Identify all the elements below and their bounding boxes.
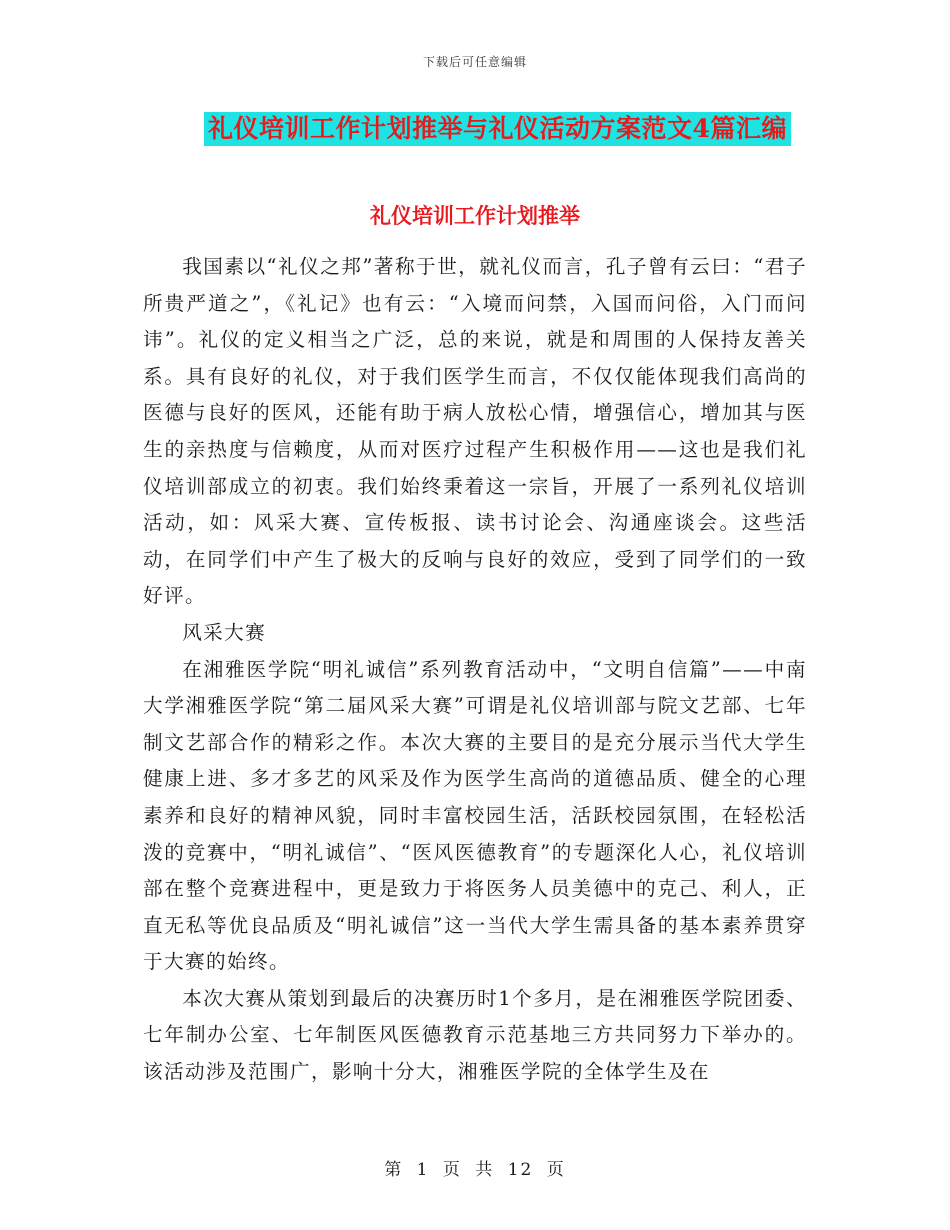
main-title: 礼仪培训工作计划推举与礼仪活动方案范文4篇汇编 <box>204 112 791 146</box>
section-title: 礼仪培训工作计划推举 <box>370 203 580 228</box>
main-title-container <box>0 112 950 146</box>
paragraph: 本次大赛从策划到最后的决赛历时1个多月，是在湘雅医学院团委、七年制办公室、七年制医风医德教育示范基地三方共同努力下举办的。该活动涉及范围广，影响十分大，湘雅医学院的全体学生及在 <box>143 986 807 1084</box>
paragraph: 我国素以“礼仪之邦”著称于世，就礼仪而言，孔子曾有云曰：“君子所贵严道之”，《礼记》也有云：“入境而问禁，入国而问俗，入门而问讳”。礼仪的定义相当之广泛，总的来说，就是和周围的人保持友善关系。具有良好的礼仪，对于我们医学生而言，不仅仅能体现我们高尚的医德与良好的医风，还能有助于病人放松心情，增强信心，增加其与医生的亲热度与信赖度，从而对医疗过程产生积极作用——这也是我们礼仪培训部成立的初衷。我们始终秉着这一宗旨，开展了一系列礼仪培训活动，如：风采大赛、宣传板报、读书讨论会、沟通座谈会。这些活动，在同学们中产生了极大的反响与良好的效应，受到了同学们的一致好评。 <box>143 255 807 608</box>
paragraph: 在湘雅医学院“明礼诚信”系列教育活动中，“文明自信篇”——中南大学湘雅医学院“第二届风采大赛”可谓是礼仪培训部与院文艺部、七年制文艺部合作的精彩之作。本次大赛的主要目的是充分展示当代大学生健康上进、多才多艺的风采及作为医学生高尚的道德品质、健全的心理素养和良好的精神风貌，同时丰富校园生活，活跃校园氛围，在轻松活泼的竞赛中，“明礼诚信”、“医风医德教育”的专题深化人心，礼仪培训部在整个竞赛进程中，更是致力于将医务人员美德中的克己、利人，正直无私等优良品质及“明礼诚信”这一当代大学生需具备的基本素养贯穿于大赛的始终。 <box>143 657 807 974</box>
body-text <box>143 249 807 1091</box>
header-note: 下载后可任意编辑 <box>422 55 527 69</box>
page-footer: 第 1 页 共 12 页 <box>384 1160 566 1180</box>
subheading-paragraph: 风采大赛 <box>182 620 267 644</box>
